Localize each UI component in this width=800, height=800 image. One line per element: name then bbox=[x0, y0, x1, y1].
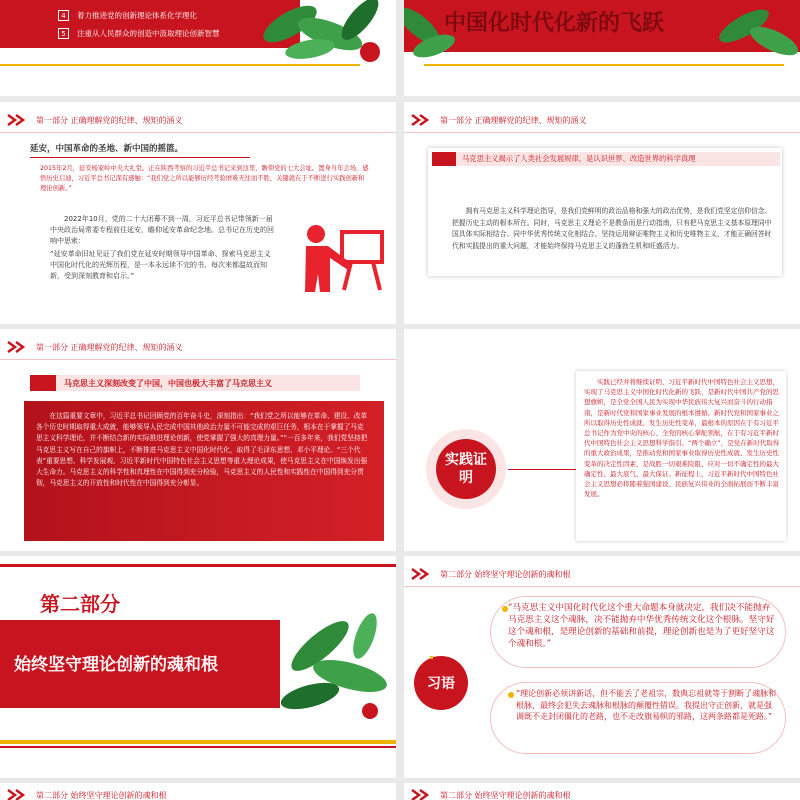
slide-1 bbox=[0, 0, 396, 96]
slide-6 bbox=[404, 329, 800, 551]
section-header bbox=[404, 787, 571, 800]
banner-text: 马克思主义深刻改变了中国，中国也极大丰富了马克思主义 bbox=[64, 378, 272, 388]
section-underline bbox=[0, 359, 396, 360]
quote-paragraph: “延安革命旧址见证了我们党在延安时期领导中国革命、探索马克思主义中国化时代化的光辉历程，是一本永远读不完的书，每次来都温故而知新，受到深刻教育和启示。” bbox=[50, 250, 271, 280]
slide-title: 中国化时代化新的飞跃 bbox=[444, 11, 665, 36]
item-text: 着力推进党的创新理论体系化学理化 bbox=[77, 11, 197, 20]
double-chevron-icon bbox=[410, 788, 432, 800]
section-title: 第一部分 正确理解党的纪律、规矩的涵义 bbox=[36, 115, 183, 125]
practice-badge: 实践证明 bbox=[436, 439, 496, 499]
section-underline bbox=[404, 586, 800, 587]
slide-3 bbox=[0, 102, 396, 324]
gold-divider bbox=[424, 64, 784, 66]
item-number: 4 bbox=[58, 10, 69, 21]
badge-ornament-icon bbox=[430, 656, 433, 659]
double-chevron-icon bbox=[410, 567, 432, 581]
list-item bbox=[58, 28, 220, 39]
paragraph: 2022年10月，党的二十大闭幕不到一周，习近平总书记带领新一届中央政治局常委专程前往延安，瞻仰延安革命纪念地。总书记在历史的回响中思索： bbox=[50, 215, 274, 245]
slide-8 bbox=[404, 556, 800, 778]
leaf-decoration-icon bbox=[250, 0, 390, 74]
paragraph: 2015年2月，延安杨家岭中央大礼堂。正在陕西考察的习近平总书记来到这里，瞻仰党的七大会址。置身当年会场，感悟历史启迪，习近平总书记深有感触：“我们党之所以能够历经考验磨难无往而不胜，关键就在于不断进行实践创新和理论创新。” bbox=[40, 165, 369, 192]
section-underline bbox=[404, 132, 800, 133]
section-header bbox=[0, 787, 167, 800]
slide-title: 始终坚守理论创新的魂和根 bbox=[14, 655, 218, 675]
section-title: 第二部分 始终坚守理论创新的魂和根 bbox=[36, 790, 167, 800]
slide-heading: 延安，中国革命的圣地、新中国的摇篮。 bbox=[30, 142, 250, 158]
slide-10 bbox=[404, 783, 800, 800]
list-item bbox=[58, 10, 197, 21]
gold-divider bbox=[0, 740, 396, 744]
section-header bbox=[404, 112, 587, 128]
paragraph: 实践已经并将继续证明，习近平新时代中国特色社会主义思想，实现了马克思主义中国化时代化新的飞跃，是新时代中国共产党的思想旗帜，是全党全国人民为实现中华民族伟大复兴而奋斗的行动指南，是新时代党和国家事业发展的根本遵循。新时代党和国家事业之所以取得历史性成就、发生历史性变革，最根本的原因在于有习近平总书记作为党中央的核心、全党的核心掌舵领航，在于有习近平新时代中国特色社会主义思想科学指引。“两个确立”，是党在新时代取得的重大政治成果，是推动党和国家事业取得历史性成就、发生历史性变革的决定性因素，是战胜一切艰难险阻、应对一切不确定性的最大确定性、最大底气、最大保证。新征程上，习近平新时代中国特色社会主义思想必将随着强国建设、民族复兴伟业的全面拓展而不断丰富发展。 bbox=[584, 378, 780, 499]
item-number: 5 bbox=[58, 28, 69, 39]
section-title: 第一部分 正确理解党的纪律、规矩的涵义 bbox=[440, 115, 587, 125]
quote-text: “理论创新必须讲新话，但不能丢了老祖宗，数典忘祖就等于割断了魂脉和根脉，最终会犯失去魂脉和根脉的颠覆性错误。我提出守正创新，就是强调既不走封闭僵化的老路，也不走改旗易帜的邪路，这两条路都是死路。” bbox=[516, 689, 777, 721]
double-chevron-icon bbox=[6, 113, 28, 127]
paragraph: 拥有马克思主义科学理论指导，是我们党鲜明的政治品格和强大的政治优势，是我们党坚定信仰信念、把握历史主动的根本所在。同时，马克思主义理论不是教条而是行动指南，只有把马克思主义基本原理同中国具体实际相结合、同中华优秀传统文化相结合，坚持运用辩证唯物主义和历史唯物主义，才能正确回答时代和实践提出的重大问题，才能始终保持马克思主义的蓬勃生机和旺盛活力。 bbox=[452, 207, 772, 250]
double-chevron-icon bbox=[6, 788, 28, 800]
connector-line bbox=[508, 469, 576, 470]
leaf-decoration-icon bbox=[270, 606, 396, 736]
banner bbox=[30, 375, 360, 391]
section-underline bbox=[0, 132, 396, 133]
section-header bbox=[0, 339, 183, 355]
banner-text: 马克思主义揭示了人类社会发展规律，是认识世界、改造世界的科学真理 bbox=[462, 154, 696, 163]
double-chevron-icon bbox=[410, 113, 432, 127]
slide-2 bbox=[404, 0, 800, 96]
item-text: 注重从人民群众的创造中汲取理论创新智慧 bbox=[77, 29, 220, 38]
bullet-dot bbox=[508, 692, 514, 698]
slide-5 bbox=[0, 329, 396, 551]
paragraph: 在这篇重要文章中，习近平总书记回顾党的百年奋斗史，深刻指出：“我们党之所以能够在革命、建设、改革各个历史时期取得重大成就，能够领导人民完成中国其他政治力量不可能完成的艰巨任务，根本在于掌握了马克思主义科学理论，并不断结合新的实际推进理论创新，使党掌握了强大的真理力量。”“一百多年来，我们党坚持把马克思主义写在自己的旗帜上，不断推进马克思主义中国化时代化，取得了毛泽东思想、邓小平理论、“三个代表”重要思想、科学发展观、习近平新时代中国特色社会主义思想等重大理论成果，使马克思主义在中国焕发出强大生命力。马克思主义的科学性和真理性在中国得到充分检验，马克思主义的人民性和实践性在中国得到充分贯彻，马克思主义的开放性和时代性在中国得到充分彰显。 bbox=[36, 412, 368, 488]
banner bbox=[432, 152, 780, 166]
slide-4 bbox=[404, 102, 800, 324]
section-title: 第一部分 正确理解党的纪律、规矩的涵义 bbox=[36, 342, 183, 352]
section-header bbox=[404, 566, 571, 582]
slide-9 bbox=[0, 783, 396, 800]
top-rule bbox=[0, 564, 396, 567]
banner-mark bbox=[30, 375, 56, 391]
red-divider bbox=[0, 746, 396, 748]
section-title: 第二部分 始终坚守理论创新的魂和根 bbox=[440, 569, 571, 579]
banner-mark bbox=[432, 152, 456, 166]
slide-7 bbox=[0, 556, 396, 778]
gold-divider bbox=[0, 64, 360, 66]
teacher-presentation-icon bbox=[296, 220, 386, 300]
section-header bbox=[0, 112, 183, 128]
double-chevron-icon bbox=[6, 340, 28, 354]
quote-text: “马克思主义中国化时代化这个重大命题本身就决定，我们决不能抛弃马克思主义这个魂脉，决不能抛弃中华优秀传统文化这个根脉。坚守好这个魂和根，是理论创新的基础和前提，理论创新也是为了更好坚守这个魂和根。” bbox=[508, 603, 775, 649]
quote-badge: 习语 bbox=[414, 656, 468, 710]
section-title: 第二部分 始终坚守理论创新的魂和根 bbox=[440, 790, 571, 800]
part-title: 第二部分 bbox=[40, 592, 120, 616]
